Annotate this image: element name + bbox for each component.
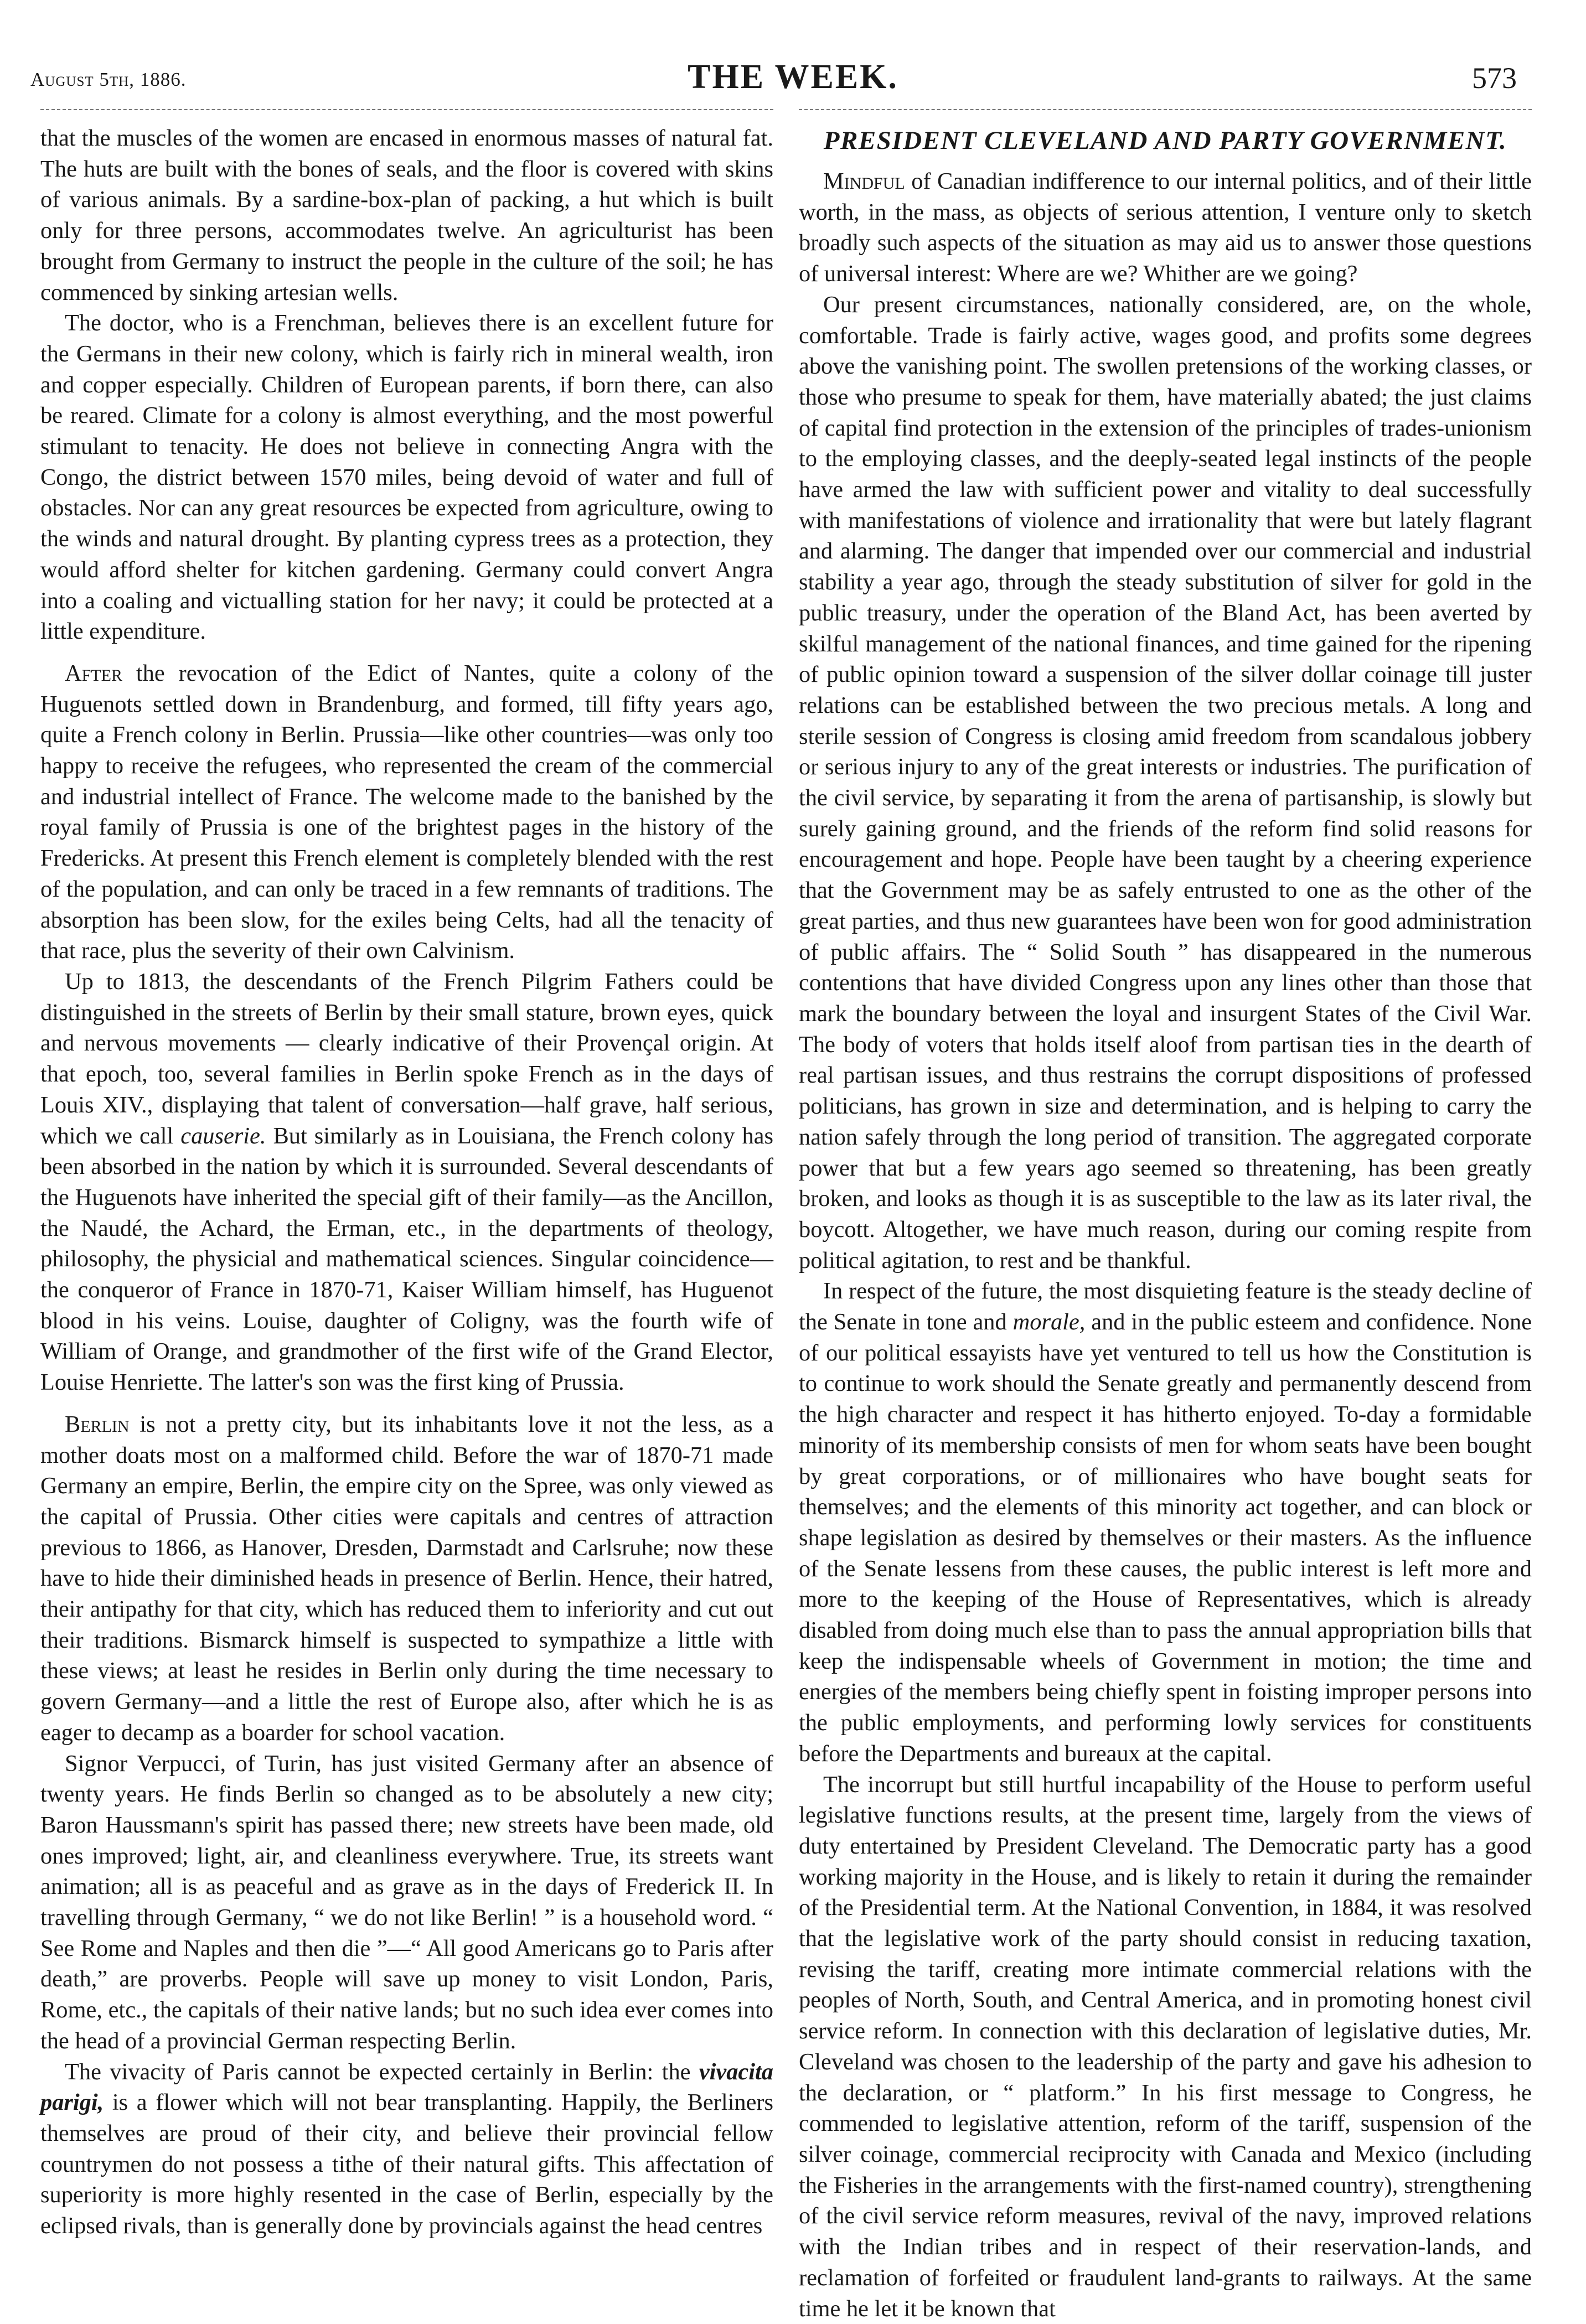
left-column	[40, 123, 773, 2239]
right-header-rule	[799, 109, 1532, 110]
paragraph: that the muscles of the women are encased in enormous masses of natural fat. The huts are built with the bones of seals, and the floor is covered with skins of various animals. By a sardine-box-plan of packing, a hut which is built only for three persons, accommodates twelve. An agriculturist has been brought from Germany to instruct the people in the culture of the soil; he has commenced by sinking artesian wells.	[40, 125, 773, 306]
right-column	[799, 123, 1532, 2322]
paragraph: After the revocation of the Edict of Nantes, quite a colony of the Huguenots settled down in Brandenburg, and formed, till fifty years ago, quite a French colony in Berlin. Prussia—like other countries—was only too happy to receive the refugees, who represented the cream of the commercial and industrial intellect of France. The welcome made to the banished by the royal family of Prussia is one of the brightest pages in the history of the Fredericks. At present this French element is completely blended with the rest of the population, and can only be traced in a few remnants of traditions. The absorption has been slow, for the exiles being Celts, had all the tenacity of that race, plus the severity of their own Calvinism.	[40, 660, 773, 964]
paragraph: Signor Verpucci, of Turin, has just visited Germany after an absence of twenty years. He finds Berlin so changed as to be absolutely a new city; Baron Haussmann's spirit has passed there; new streets have been made, old ones improved; light, air, and cleanliness everywhere. True, its streets want animation; all is as peaceful and as grave as in the days of Frederick II. In travelling through Germany, “ we do not like Berlin! ” is a household word. “ See Rome and Naples and then die ”—“ All good Americans go to Paris after death,” are proverbs. People will save up money to visit London, Paris, Rome, etc., the capitals of their native lands; but no such idea ever comes into the head of a provincial German respecting Berlin.	[40, 1750, 773, 2054]
article-title: PRESIDENT CLEVELAND AND PARTY GOVERNMENT.	[823, 126, 1507, 155]
paragraph: Our present circumstances, nationally considered, are, on the whole, comfortable. Trade is fairly active, wages good, and profits some degrees above the vanishing point. The swollen pretensions of the working classes, or those who presume to speak for them, have materially abated; the just claims of capital find protection in the extension of the principles of trades-unionism to the employing classes, and the deeply-seated legal instincts of the people have armed the law with sufficient power and vitality to deal successfully with manifestations of violence and irrationality that were but lately flagrant and alarming. The danger that impended over our commercial and industrial stability a year ago, through the steady substitution of silver for gold in the public treasury, under the operation of the Bland Act, has been averted by skilful management of the national finances, and time gained for the ripening of public opinion toward a suspension of the silver dollar coinage till juster relations can be established between the two precious metals. A long and sterile session of Congress is closing amid freedom from scandalous jobbery or serious injury to any of the great interests or industries. The purification of the civil service, by separating it from the arena of partisanship, is slowly but surely gaining ground, and the friends of the reform find solid reasons for encouragement and hope. People have been taught by a cheering experience that the Government may be as safely entrusted to one as the other of the great parties, and thus new guarantees have been won for good administration of public affairs. The “ Solid South ” has disappeared in the numerous contentions that have divided Congress upon any lines other than those that mark the boundary between the loyal and insurgent States of the Civil War. The body of voters that holds itself aloof from partisan ties in the dearth of real partisan issues, and thus restrains the corrupt dispositions of professed politicians, has grown in size and determination, and is helping to carry the nation safely through the long period of transition. The aggregated corporate power that but a few years ago seemed so threatening, has been greatly broken, and looks as though it is as susceptible to the law as its later rival, the boycott. Altogether, we have much reason, during our coming respite from political agitation, to rest and be thankful.	[799, 291, 1532, 1274]
paragraph: The vivacity of Paris cannot be expected certainly in Berlin: the vivacita parigi, is a flower which will not bear transplanting. Happily, the Berliners themselves are proud of their city, and believe their provincial fellow countrymen do not possess a tithe of their natural gifts. This affectation of superiority is more highly resented in the case of Berlin, especially by the eclipsed rivals, than is generally done by provincials against the head centres	[40, 2058, 773, 2239]
paragraph: In respect of the future, the most disquieting feature is the steady decline of the Senate in tone and morale, and in the public esteem and confidence. None of our political essayists have yet ventured to tell us how the Constitution is to continue to work should the Senate greatly and permanently descend from the high character and respect it has hitherto enjoyed. To-day a formidable minority of its membership consists of men for whom seats have been bought by great corporations, or of millionaires who have bought seats for themselves; and the elements of this minority act together, and can block or shape legislation as desired by themselves or their masters. As the influence of the Senate lessens from these causes, the public interest is left more and more to the keeping of the House of Representatives, which is already disabled from doing much else than to pass the annual appropriation bills that keep the indispensable wheels of Government in motion; the time and energies of the members being chiefly spent in foisting improper persons into the public employments, and performing lowly services for constituents before the Departments and bureaux at the capital.	[799, 1278, 1532, 1767]
paragraph: Berlin is not a pretty city, but its inhabitants love it not the less, as a mother doats most on a malformed child. Before the war of 1870-71 made Germany an empire, Berlin, the empire city on the Spree, was only viewed as the capital of Prussia. Other cities were capitals and centres of attraction previous to 1866, as Hanover, Dresden, Darmstadt and Carlsruhe; now these have to hide their diminished heads in presence of Berlin. Hence, their hatred, their antipathy for that city, which has reduced them to inferiority and cut out their traditions. Bismarck himself is suspected to sympathize a little with these views; at least he resides in Berlin only during the time necessary to govern Germany—and a little the rest of Europe also, after which he is as eager to decamp as a boarder for school vacation.	[40, 1411, 773, 1746]
page-number: 573	[1472, 61, 1517, 95]
paragraph: The doctor, who is a Frenchman, believes there is an excellent future for the Germans in their new colony, which is fairly rich in mineral wealth, iron and copper especially. Children of European parents, if born there, can also be reared. Climate for a colony is almost everything, and the most powerful stimulant to tenacity. He does not believe in connecting Angra with the Congo, the district between 1570 miles, being devoid of water and full of obstacles. Nor can any great resources be expected from agriculture, owing to the winds and natural drought. By planting cypress trees as a protection, they would afford shelter for kitchen gardening. Germany could convert Angra into a coaling and victualling station for her navy; it could be protected at a little expenditure.	[40, 310, 773, 645]
lead-word: Berlin	[65, 1411, 130, 1437]
masthead-title: THE WEEK.	[688, 58, 898, 96]
paragraph: Up to 1813, the descendants of the French Pilgrim Fathers could be distinguished in the streets of Berlin by their small stature, brown eyes, quick and nervous movements — clearly indicative of their Provençal origin. At that epoch, too, several families in Berlin spoke French as in the days of Louis XIV., displaying that talent of conversation—half grave, half serious, which we call causerie. But similarly as in Louisiana, the French colony has been absorbed in the nation by which it is surrounded. Several descendants of the Huguenots have inherited the special gift of their family—as the Ancillon, the Naudé, the Achard, the Erman, etc., in the departments of theology, philosophy, the physicial and mathematical sciences. Singular coincidence—the conqueror of France in 1870-71, Kaiser William himself, has Huguenot blood in his veins. Louise, daughter of Coligny, was the fourth wife of William of Orange, and grandmother of the first wife of the Grand Elector, Louise Henriette. The latter's son was the first king of Prussia.	[40, 968, 773, 1396]
lead-word: After	[65, 660, 122, 686]
paragraph: The incorrupt but still hurtful incapability of the House to perform useful legislative functions results, at the present time, largely from the views of duty entertained by President Cleveland. The Democratic party has a good working majority in the House, and is likely to retain it during the remainder of the Presidential term. At the National Convention, in 1884, it was resolved that the legislative work of the party should consist in reducing taxation, revising the tariff, creating more intimate commercial relations with the peoples of North, South, and Central America, and in promoting honest civil service reform. In connection with this declaration of legislative duties, Mr. Cleveland was chosen to the leadership of the party and gave his adhesion to the declaration, or “ platform.” In his first message to Congress, he commended to legislative attention, reform of the tariff, suspension of the silver coinage, commercial reciprocity with Canada and Mexico (including the Fisheries in the arrangements with the first-named country), strengthening of the civil service reform measures, revival of the navy, improved relations with the Indian tribes and in respect of their reservation-lands, and reclamation of forfeited or fraudulent land-grants to railways. At the same time he let it be known that	[799, 1771, 1532, 2322]
lead-word: Mindful	[823, 168, 905, 194]
paragraph: Mindful of Canadian indifference to our internal politics, and of their little worth, in the mass, as objects of serious attention, I venture only to sketch broadly such aspects of the situation as may aid us to answer those questions of universal interest: Where are we? Whither are we going?	[799, 168, 1532, 287]
left-header-rule	[40, 109, 773, 110]
issue-date: August 5th, 1886.	[30, 69, 187, 90]
